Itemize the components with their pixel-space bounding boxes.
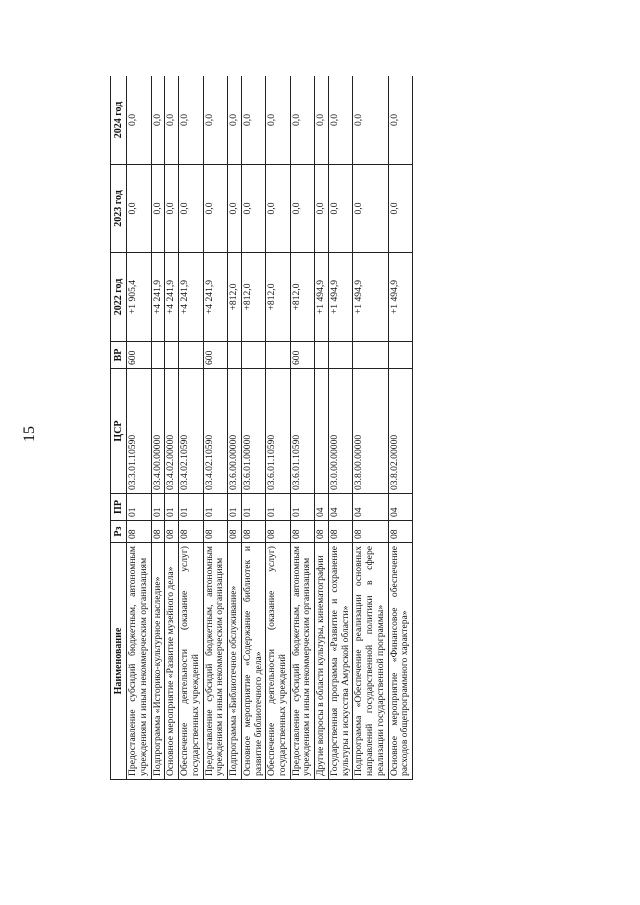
row-csr: 03.8.00.00000 xyxy=(353,369,388,494)
row-name: Предоставление субсидий бюджетным, автономным учреждениям и иным некоммерческим организациям xyxy=(203,543,227,780)
row-pr: 01 xyxy=(179,494,203,521)
row-csr: 03.4.02.00000 xyxy=(165,369,179,494)
row-name: Основное мероприятие «Содержание библиотек и развитие библиотечного дела» xyxy=(241,543,265,780)
table-row xyxy=(353,76,388,780)
row-2023: 0,0 xyxy=(388,165,412,253)
table-row xyxy=(228,76,242,780)
row-csr: 03.4.02.10590 xyxy=(203,369,227,494)
table-row xyxy=(241,76,265,780)
row-vr xyxy=(388,342,412,369)
row-2023: 0,0 xyxy=(290,165,314,253)
row-2023: 0,0 xyxy=(328,165,352,253)
table-row xyxy=(127,76,151,780)
row-2022: +812,0 xyxy=(290,253,314,342)
row-2024: 0,0 xyxy=(388,76,412,165)
row-pr: 01 xyxy=(266,494,290,521)
row-2023: 0,0 xyxy=(127,165,151,253)
row-name: Обеспечение деятельности (оказание услуг) государственных учреждений xyxy=(179,543,203,780)
row-rz: 08 xyxy=(241,521,265,543)
row-vr xyxy=(328,342,352,369)
row-csr: 03.6.01.10590 xyxy=(266,369,290,494)
table-row xyxy=(315,76,329,780)
row-2023: 0,0 xyxy=(165,165,179,253)
row-rz: 08 xyxy=(328,521,352,543)
table-row xyxy=(165,76,179,780)
row-2022: +1 494,9 xyxy=(388,253,412,342)
row-csr: 03.0.00.00000 xyxy=(328,369,352,494)
row-2024: 0,0 xyxy=(328,76,352,165)
row-2023: 0,0 xyxy=(228,165,242,253)
row-2024: 0,0 xyxy=(241,76,265,165)
row-2023: 0,0 xyxy=(151,165,165,253)
row-2022: +4 241,9 xyxy=(151,253,165,342)
row-rz: 08 xyxy=(203,521,227,543)
table-row xyxy=(151,76,165,780)
row-rz: 08 xyxy=(165,521,179,543)
row-csr: 03.6.00.00000 xyxy=(228,369,242,494)
row-2022: +1 494,9 xyxy=(328,253,352,342)
row-2024: 0,0 xyxy=(353,76,388,165)
row-csr: 03.3.01.10590 xyxy=(127,369,151,494)
row-vr xyxy=(179,342,203,369)
row-2022: +812,0 xyxy=(241,253,265,342)
row-vr xyxy=(315,342,329,369)
row-csr xyxy=(315,369,329,494)
row-2024: 0,0 xyxy=(179,76,203,165)
row-name: Основное мероприятие «Финансовое обеспечение расходов общепрограммного характера» xyxy=(388,543,412,780)
row-2022: +4 241,9 xyxy=(203,253,227,342)
row-2022: +4 241,9 xyxy=(179,253,203,342)
row-2023: 0,0 xyxy=(353,165,388,253)
row-vr xyxy=(228,342,242,369)
row-2022: +812,0 xyxy=(266,253,290,342)
row-2024: 0,0 xyxy=(228,76,242,165)
row-2022: +4 241,9 xyxy=(165,253,179,342)
row-vr xyxy=(241,342,265,369)
table-row xyxy=(388,76,412,780)
row-vr xyxy=(151,342,165,369)
table-row xyxy=(203,76,227,780)
row-pr: 04 xyxy=(353,494,388,521)
row-rz: 08 xyxy=(315,521,329,543)
row-rz: 08 xyxy=(290,521,314,543)
row-rz: 08 xyxy=(353,521,388,543)
row-2022: +812,0 xyxy=(228,253,242,342)
table-row xyxy=(266,76,290,780)
row-2024: 0,0 xyxy=(151,76,165,165)
row-csr: 03.6.01.10590 xyxy=(290,369,314,494)
row-csr: 03.4.00.00000 xyxy=(151,369,165,494)
row-name: Государственная программа «Развитие и сохранение культуры и искусства Амурской области» xyxy=(328,543,352,780)
row-rz: 08 xyxy=(266,521,290,543)
row-vr: 600 xyxy=(203,342,227,369)
row-rz: 08 xyxy=(151,521,165,543)
table-header-row xyxy=(111,76,127,780)
rotated-table-container xyxy=(110,76,562,780)
row-csr: 03.8.02.00000 xyxy=(388,369,412,494)
page-number: 15 xyxy=(21,426,38,442)
row-2023: 0,0 xyxy=(203,165,227,253)
table-row xyxy=(179,76,203,780)
row-name: Другие вопросы в области культуры, кинематографии xyxy=(315,543,329,780)
row-rz: 08 xyxy=(127,521,151,543)
row-2024: 0,0 xyxy=(165,76,179,165)
row-csr: 03.4.02.10590 xyxy=(179,369,203,494)
row-rz: 08 xyxy=(388,521,412,543)
header-2022: 2022 год xyxy=(111,253,127,342)
row-vr xyxy=(165,342,179,369)
row-2024: 0,0 xyxy=(203,76,227,165)
row-2022: +1 494,9 xyxy=(315,253,329,342)
row-name: Основное мероприятие «Развитие музейного дела» xyxy=(165,543,179,780)
row-2024: 0,0 xyxy=(315,76,329,165)
row-2023: 0,0 xyxy=(266,165,290,253)
row-name: Подпрограмма «Библиотечное обслуживание» xyxy=(228,543,242,780)
header-csr: ЦСР xyxy=(111,369,127,494)
row-rz: 08 xyxy=(228,521,242,543)
header-rz: Рз xyxy=(111,521,127,543)
row-2024: 0,0 xyxy=(290,76,314,165)
table-frame xyxy=(110,76,562,780)
header-name: Наименование xyxy=(111,543,127,780)
budget-table xyxy=(110,76,413,780)
row-pr: 01 xyxy=(203,494,227,521)
row-2022: +1 905,4 xyxy=(127,253,151,342)
row-pr: 04 xyxy=(315,494,329,521)
row-rz: 08 xyxy=(179,521,203,543)
header-pr: ПР xyxy=(111,494,127,521)
header-2023: 2023 год xyxy=(111,165,127,253)
row-name: Обеспечение деятельности (оказание услуг) государственных учреждений xyxy=(266,543,290,780)
header-vr: ВР xyxy=(111,342,127,369)
row-2023: 0,0 xyxy=(315,165,329,253)
row-pr: 01 xyxy=(241,494,265,521)
row-name: Предоставление субсидий бюджетным, автономным учреждениям и иным некоммерческим организациям xyxy=(127,543,151,780)
row-2024: 0,0 xyxy=(127,76,151,165)
row-name: Подпрограмма «Историко-культурное наследие» xyxy=(151,543,165,780)
row-2023: 0,0 xyxy=(179,165,203,253)
row-name: Предоставление субсидий бюджетным, автономным учреждениям и иным некоммерческим организациям xyxy=(290,543,314,780)
row-pr: 01 xyxy=(151,494,165,521)
row-pr: 01 xyxy=(290,494,314,521)
row-pr: 01 xyxy=(165,494,179,521)
row-csr: 03.6.01.00000 xyxy=(241,369,265,494)
row-2023: 0,0 xyxy=(241,165,265,253)
row-vr xyxy=(266,342,290,369)
row-2022: +1 494,9 xyxy=(353,253,388,342)
table-row xyxy=(290,76,314,780)
row-pr: 01 xyxy=(228,494,242,521)
row-vr xyxy=(353,342,388,369)
row-vr: 600 xyxy=(127,342,151,369)
row-pr: 04 xyxy=(328,494,352,521)
row-pr: 01 xyxy=(127,494,151,521)
row-name: Подпрограмма «Обеспечение реализации основных направлений государственной политики в сфере реализации государственной программы» xyxy=(353,543,388,780)
row-2024: 0,0 xyxy=(266,76,290,165)
header-2024: 2024 год xyxy=(111,76,127,165)
row-vr: 600 xyxy=(290,342,314,369)
row-pr: 04 xyxy=(388,494,412,521)
table-row xyxy=(328,76,352,780)
